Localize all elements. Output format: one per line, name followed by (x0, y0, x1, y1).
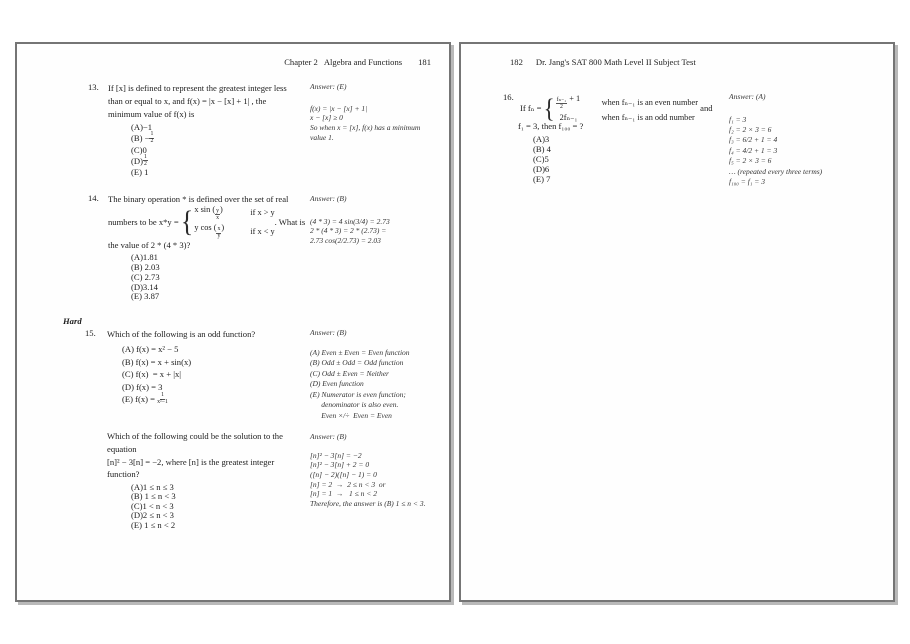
answer-label: Answer: (B) (310, 328, 347, 337)
choice-e: (E) 1 (131, 167, 149, 178)
work-line: … (repeated every three terms) (729, 166, 823, 176)
answer-label: Answer: (B) (310, 194, 347, 203)
question-line: Which of the following is an odd function? (107, 329, 256, 339)
question-line: [n]² − 3[n] = −2, where [n] is the greatest integer (107, 456, 275, 467)
answer-14 (310, 194, 452, 246)
choice-b: (B) f(x) = x + sin(x) (122, 356, 192, 367)
page-number: 181 (418, 57, 431, 67)
work-line: value 1. (310, 132, 334, 142)
answer-label: Answer: (B) (310, 432, 347, 441)
answer-choices (131, 482, 325, 530)
answer-15 (310, 328, 452, 421)
question-number: 15. (85, 328, 96, 338)
left-brace: { (180, 205, 194, 239)
work-line: (B) Odd ± Odd = Odd function (310, 358, 404, 368)
question-line: minimum value of f(x) is (108, 108, 195, 119)
work-line: [n] = 1 → 1 ≤ n < 2 (310, 489, 377, 499)
work-line: Therefore, the answer is (B) 1 ≤ n < 3. (310, 499, 426, 509)
question-body (107, 328, 325, 406)
choice-e: (E) 1 ≤ n < 2 (131, 519, 176, 530)
work-line: 2 * (4 * 3) = 2 * (2.73) = (310, 226, 387, 236)
answer-work (310, 217, 452, 246)
choice-d: (D)6 (533, 164, 550, 174)
case-condition: if x > y (250, 208, 275, 218)
choice-e: (E) 3.87 (131, 291, 160, 302)
choice-e: (E) 7 (533, 174, 551, 184)
fraction: $\frac{y}{x}$ (216, 207, 220, 221)
cases-block (544, 94, 698, 123)
question-line: equation (107, 443, 137, 454)
question-number: 16. (503, 92, 514, 102)
question-15 (85, 328, 325, 406)
question-line: The binary operation * is defined over the set of real (108, 194, 289, 204)
choice-d: (D)2 ≤ n < 3 (131, 510, 174, 521)
work-line: (C) Odd ± Even = Neither (310, 368, 389, 378)
answer-choices (131, 121, 326, 177)
choice-a: (A)3 (533, 134, 550, 144)
answer-choices (533, 134, 551, 184)
work-line: x − [x] ≥ 0 (310, 113, 343, 123)
question-line: than or equal to x, and f(x) = |x − [x] + 1| , the (108, 95, 267, 106)
work-line: (E) Numerator is even function; (310, 389, 406, 399)
question-line: f₁ = 3, then f₁₀₀ = ? (518, 121, 584, 131)
work-line: f₃ = 6/2 + 1 = 4 (729, 135, 778, 145)
case-condition: when fₙ₋₁ is an even number (601, 98, 698, 107)
work-line: ([n] − 2)([n] − 1) = 0 (310, 470, 377, 479)
work-line: (4 * 3) = 4 sin(3/4) = 2.73 (310, 216, 390, 226)
work-line: f(x) = |x − [x] + 1| (310, 103, 368, 113)
fraction: $\frac{\text{fₙ₋₁}}{2}$ (556, 96, 567, 110)
question-15b (107, 430, 325, 530)
question-14 (88, 193, 326, 301)
choice-c: (C)5 (533, 154, 549, 164)
choice-c: (C)1 < n < 3 (131, 500, 174, 511)
question-body (108, 193, 326, 301)
cases-block (181, 205, 275, 240)
book-page-181 (15, 42, 451, 602)
fraction: 1 2 (143, 153, 147, 167)
work-line: denominator is also even. (310, 400, 399, 410)
question-16-definition: If fₙ = { $\frac{\text{fₙ₋₁}}{2}$ + 1 when fₙ₋₁ is an even number 2fₙ₋₁ when fₙ₋₁ is an odd number and (520, 93, 713, 123)
question-line: function? (107, 469, 140, 480)
choice-b: (B) − $\frac{1}{2}$ (131, 131, 154, 145)
piecewise-definition: numbers to be x*y = { x sin ( $\frac{y}{x}$ ) if x > y y cos ( $\frac{x}{y}$ ) if x < y . What is (108, 204, 306, 240)
answer-work (729, 115, 871, 188)
fraction: $\frac{1}{2}$ (150, 131, 154, 145)
case-row: x sin ( $\frac{y}{x}$ ) if x > y (194, 204, 275, 221)
choice-b: (B) 4 (533, 144, 551, 154)
question-body (107, 430, 325, 530)
work-line: [n] = 2 → 2 ≤ n < 3 or (310, 479, 386, 489)
case-row: y cos ( $\frac{x}{y}$ ) if x < y (194, 223, 275, 240)
chapter-title: Chapter 2 Algebra and Functions (284, 57, 403, 67)
choice-e: (E) f(x) = $\frac{1}{\text{x²−1}}$ (122, 391, 168, 406)
work-line: f₄ = 4/2 + 1 = 3 (729, 145, 778, 155)
question-body (108, 82, 326, 178)
book-title: Dr. Jang's SAT 800 Math Level II Subject Test (535, 57, 696, 67)
running-header (510, 57, 696, 67)
work-line: 2.73 cos(2/2.73) = 2.03 (310, 236, 381, 245)
fraction: $\frac{1}{\text{x²−1}}$ (157, 391, 168, 406)
work-line: [n]² − 3[n] = −2 (310, 450, 362, 460)
question-line: If [x] is defined to represent the greatest integer less (108, 83, 287, 93)
choice-c: (C)0 (131, 144, 147, 155)
book-page-182 (459, 42, 895, 602)
choice-a: (A)1.81 (131, 252, 158, 263)
work-line: f₁ = 3 (729, 114, 747, 124)
running-header (284, 57, 431, 67)
choice-d: (D) 1 2 (131, 153, 147, 167)
work-line: So when x = [x], f(x) has a minimum (310, 123, 421, 132)
answer-label: Answer: (A) (729, 92, 766, 101)
question-number: 14. (88, 193, 99, 203)
choice-d: (D)3.14 (131, 281, 158, 292)
choice-a: (A)−1 (131, 122, 153, 133)
answer-work (310, 348, 452, 422)
choice-a: (A)1 ≤ n ≤ 3 (131, 481, 174, 492)
answer-label: Answer: (E) (310, 82, 347, 91)
choice-c: (C) f(x) = x + |x| (122, 369, 181, 380)
choice-c: (C) 2.73 (131, 271, 160, 282)
choice-b: (B) 1 ≤ n < 3 (131, 491, 176, 502)
question-line: Which of the following could be the solution to the (107, 431, 283, 441)
case-row: 2fₙ₋₁ when fₙ₋₁ is an odd number (556, 112, 698, 122)
work-line: (A) Even ± Even = Even function (310, 347, 410, 357)
work-line: f₂ = 2 × 3 = 6 (729, 125, 772, 134)
fraction: $\frac{x}{y}$ (217, 226, 221, 240)
choice-b: (B) 2.03 (131, 262, 160, 273)
work-line: Even ×/÷ Even = Even (310, 410, 392, 420)
answer-16 (729, 92, 871, 187)
answer-15b (310, 432, 452, 509)
work-line: f₅ = 2 × 3 = 6 (729, 156, 772, 166)
answer-13 (310, 82, 452, 142)
answer-choices (131, 253, 326, 301)
case-condition: when fₙ₋₁ is an odd number (601, 113, 695, 123)
choice-a: (A) f(x) = x² − 5 (122, 344, 179, 355)
answer-choices (122, 343, 325, 406)
question-number: 13. (88, 82, 99, 92)
difficulty-label: Hard (63, 316, 82, 326)
question-13 (88, 82, 326, 178)
choice-d: (D) f(x) = 3 (122, 381, 163, 392)
left-brace: { (543, 93, 555, 123)
question-line: the value of 2 * (4 * 3)? (108, 239, 191, 250)
work-line: f₁₀₀ = f₁ = 3 (729, 177, 765, 187)
answer-work (310, 451, 452, 509)
work-line: [n]² − 3[n] + 2 = 0 (310, 460, 370, 470)
work-line: (D) Even function (310, 379, 364, 389)
answer-work (310, 104, 452, 143)
case-condition: if x < y (250, 227, 275, 237)
page-number: 182 (510, 57, 523, 67)
case-row: $\frac{\text{fₙ₋₁}}{2}$ + 1 when fₙ₋₁ is an even number (556, 93, 698, 110)
